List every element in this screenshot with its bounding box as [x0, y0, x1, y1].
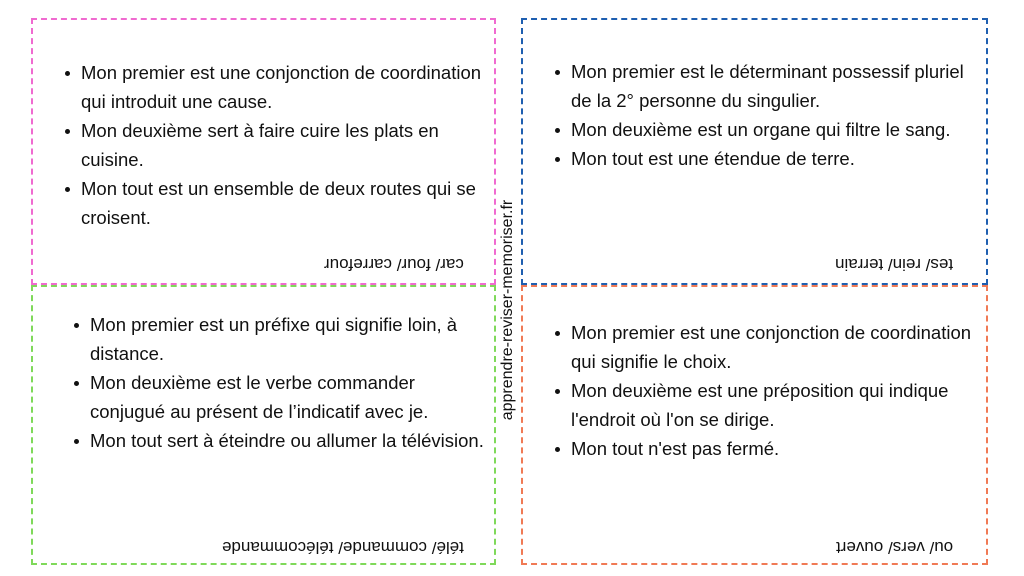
answer-upside-down: car/ four/ carrefour	[324, 255, 464, 274]
riddle-card-ouvert	[521, 285, 988, 565]
answer-upside-down: télé/ commande/ télécommande	[222, 538, 464, 557]
riddle-card-terrain	[521, 18, 988, 285]
riddle-card-telecommande	[31, 285, 496, 565]
clue-first: Mon premier est une conjonction de coordination qui signifie le choix.	[555, 318, 975, 376]
clue-first: Mon premier est un préfixe qui signifie loin, à distance.	[74, 310, 494, 368]
clue-whole: Mon tout sert à éteindre ou allumer la télévision.	[74, 426, 494, 455]
clue-second: Mon deuxième est un organe qui filtre le sang.	[555, 115, 975, 144]
clue-first: Mon premier est le déterminant possessif pluriel de la 2° personne du singulier.	[555, 57, 975, 115]
clue-whole: Mon tout est un ensemble de deux routes qui se croisent.	[65, 174, 485, 232]
site-watermark: apprendre-reviser-memoriser.fr	[499, 199, 516, 421]
clue-second: Mon deuxième est le verbe commander conjugué au présent de l’indicatif avec je.	[74, 368, 494, 426]
clue-second: Mon deuxième sert à faire cuire les plats en cuisine.	[65, 116, 485, 174]
clue-list	[555, 57, 975, 173]
clue-whole: Mon tout n'est pas fermé.	[555, 434, 975, 463]
riddle-card-carrefour	[31, 18, 496, 285]
clue-second: Mon deuxième est une préposition qui indique l'endroit où l'on se dirige.	[555, 376, 975, 434]
clue-list	[555, 318, 975, 463]
answer-upside-down: ou/ vers/ ouvert	[835, 538, 953, 557]
clue-list	[65, 58, 485, 232]
clue-whole: Mon tout est une étendue de terre.	[555, 144, 975, 173]
answer-upside-down: tes/ rein/ terrain	[834, 255, 953, 274]
clue-list	[74, 310, 494, 455]
clue-first: Mon premier est une conjonction de coordination qui introduit une cause.	[65, 58, 485, 116]
